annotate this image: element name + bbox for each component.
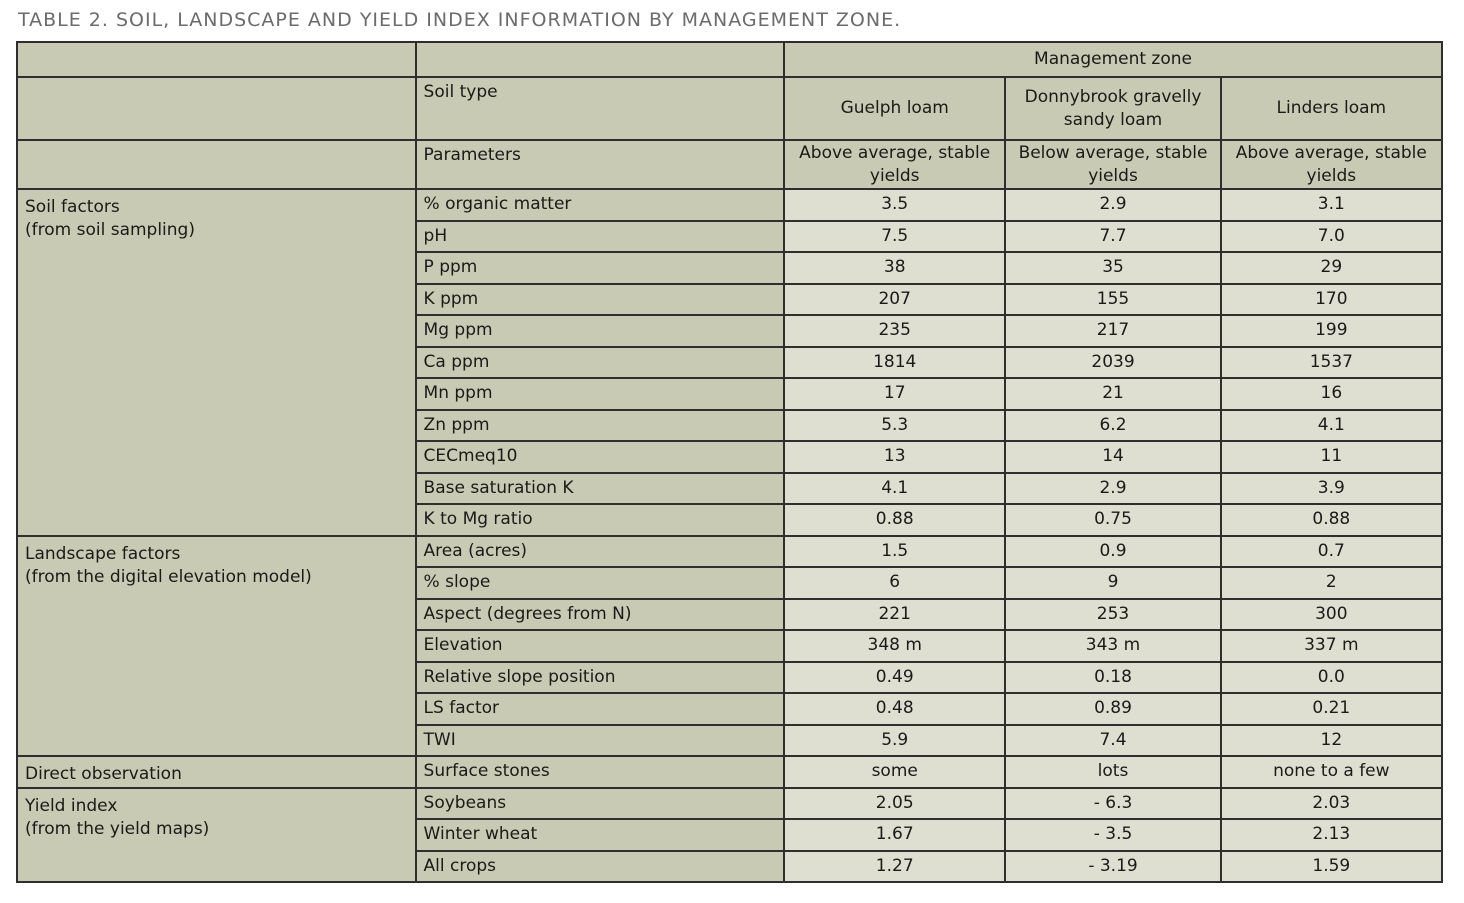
value-cell-donnybrook: 2.9 xyxy=(1005,473,1220,505)
parameter-name: % slope xyxy=(416,567,785,599)
value-cell-donnybrook: 217 xyxy=(1005,315,1220,347)
group-title: Yield index xyxy=(25,795,118,816)
parameter-name: Winter wheat xyxy=(416,819,785,851)
value-cell-donnybrook: lots xyxy=(1005,756,1220,788)
table-row xyxy=(17,189,1442,221)
group-source: (from soil sampling) xyxy=(25,220,195,240)
zone-soil-guelph: Guelph loam xyxy=(784,77,1005,140)
group-title: Direct observation xyxy=(25,764,182,784)
parameter-name: Elevation xyxy=(416,630,785,662)
value-cell-donnybrook: 7.7 xyxy=(1005,221,1220,253)
parameter-name: Aspect (degrees from N) xyxy=(416,599,785,631)
value-cell-guelph: 3.5 xyxy=(784,189,1005,221)
value-cell-donnybrook: - 6.3 xyxy=(1005,788,1220,820)
zone-soil-linders: Linders loam xyxy=(1221,77,1442,140)
parameter-name: Base saturation K xyxy=(416,473,785,505)
group-source: (from the digital elevation model) xyxy=(25,566,312,587)
value-cell-linders: 1537 xyxy=(1221,347,1442,379)
table-row xyxy=(17,788,1442,820)
value-cell-donnybrook: 0.18 xyxy=(1005,662,1220,694)
value-cell-guelph: 4.1 xyxy=(784,473,1005,505)
value-cell-guelph: 0.49 xyxy=(784,662,1005,694)
value-cell-donnybrook: 0.75 xyxy=(1005,504,1220,536)
value-cell-guelph: 1.5 xyxy=(784,536,1005,568)
value-cell-guelph: 17 xyxy=(784,378,1005,410)
management-zone-header: Management zone xyxy=(784,42,1442,77)
soil-type-label: Soil type xyxy=(416,77,785,140)
value-cell-donnybrook: 7.4 xyxy=(1005,725,1220,757)
value-cell-guelph: 1814 xyxy=(784,347,1005,379)
zone-yield-guelph: Above average, stable yields xyxy=(784,140,1005,189)
value-cell-linders: 1.59 xyxy=(1221,851,1442,883)
value-cell-guelph: 38 xyxy=(784,252,1005,284)
parameter-name: All crops xyxy=(416,851,785,883)
value-cell-guelph: 207 xyxy=(784,284,1005,316)
value-cell-guelph: 7.5 xyxy=(784,221,1005,253)
header-row-zone xyxy=(17,42,1442,77)
value-cell-linders: 3.1 xyxy=(1221,189,1442,221)
parameter-name: Soybeans xyxy=(416,788,785,820)
value-cell-linders: none to a few xyxy=(1221,756,1442,788)
value-cell-linders: 170 xyxy=(1221,284,1442,316)
value-cell-donnybrook: - 3.5 xyxy=(1005,819,1220,851)
header-blank-cell xyxy=(17,42,416,77)
group-label xyxy=(17,189,416,536)
value-cell-guelph: 348 m xyxy=(784,630,1005,662)
value-cell-donnybrook: 0.89 xyxy=(1005,693,1220,725)
value-cell-linders: 3.9 xyxy=(1221,473,1442,505)
table-title: TABLE 2. SOIL, LANDSCAPE AND YIELD INDEX INFORMATION BY MANAGEMENT ZONE. xyxy=(18,9,902,31)
value-cell-linders: 29 xyxy=(1221,252,1442,284)
value-cell-donnybrook: 21 xyxy=(1005,378,1220,410)
parameter-name: % organic matter xyxy=(416,189,785,221)
value-cell-guelph: 6 xyxy=(784,567,1005,599)
value-cell-guelph: 5.3 xyxy=(784,410,1005,442)
value-cell-guelph: some xyxy=(784,756,1005,788)
value-cell-donnybrook: 0.9 xyxy=(1005,536,1220,568)
value-cell-guelph: 5.9 xyxy=(784,725,1005,757)
value-cell-guelph: 221 xyxy=(784,599,1005,631)
value-cell-linders: 300 xyxy=(1221,599,1442,631)
parameter-name: Relative slope position xyxy=(416,662,785,694)
zone-yield-donnybrook: Below average, stable yields xyxy=(1005,140,1220,189)
header-row-soil-type xyxy=(17,77,1442,140)
parameter-name: Mg ppm xyxy=(416,315,785,347)
value-cell-linders: 7.0 xyxy=(1221,221,1442,253)
value-cell-linders: 0.7 xyxy=(1221,536,1442,568)
value-cell-linders: 2.03 xyxy=(1221,788,1442,820)
value-cell-linders: 199 xyxy=(1221,315,1442,347)
parameter-name: TWI xyxy=(416,725,785,757)
header-blank-cell xyxy=(17,77,416,140)
parameter-name: pH xyxy=(416,221,785,253)
value-cell-donnybrook: 253 xyxy=(1005,599,1220,631)
parameter-name: Mn ppm xyxy=(416,378,785,410)
value-cell-donnybrook: 35 xyxy=(1005,252,1220,284)
value-cell-guelph: 1.27 xyxy=(784,851,1005,883)
value-cell-donnybrook: 2.9 xyxy=(1005,189,1220,221)
value-cell-donnybrook: 6.2 xyxy=(1005,410,1220,442)
value-cell-guelph: 0.48 xyxy=(784,693,1005,725)
parameter-name: Area (acres) xyxy=(416,536,785,568)
value-cell-linders: 4.1 xyxy=(1221,410,1442,442)
value-cell-donnybrook: 9 xyxy=(1005,567,1220,599)
group-title: Landscape factors xyxy=(25,543,181,564)
parameter-name: Zn ppm xyxy=(416,410,785,442)
group-label xyxy=(17,536,416,757)
parameter-name: LS factor xyxy=(416,693,785,725)
value-cell-linders: 2.13 xyxy=(1221,819,1442,851)
value-cell-donnybrook: 155 xyxy=(1005,284,1220,316)
value-cell-donnybrook: 2039 xyxy=(1005,347,1220,379)
table-row xyxy=(17,536,1442,568)
value-cell-guelph: 2.05 xyxy=(784,788,1005,820)
header-blank-cell xyxy=(17,140,416,189)
parameter-name: Surface stones xyxy=(416,756,785,788)
value-cell-linders: 11 xyxy=(1221,441,1442,473)
parameters-label: Parameters xyxy=(416,140,785,189)
zone-yield-linders: Above average, stable yields xyxy=(1221,140,1442,189)
parameter-name: Ca ppm xyxy=(416,347,785,379)
value-cell-linders: 0.0 xyxy=(1221,662,1442,694)
value-cell-donnybrook: - 3.19 xyxy=(1005,851,1220,883)
group-title: Soil factors xyxy=(25,197,120,217)
value-cell-linders: 2 xyxy=(1221,567,1442,599)
parameter-name: K ppm xyxy=(416,284,785,316)
zone-soil-donnybrook: Donnybrook gravelly sandy loam xyxy=(1005,77,1220,140)
value-cell-guelph: 13 xyxy=(784,441,1005,473)
management-zone-table xyxy=(16,41,1443,883)
header-blank-cell xyxy=(416,42,785,77)
value-cell-linders: 337 m xyxy=(1221,630,1442,662)
parameter-name: K to Mg ratio xyxy=(416,504,785,536)
value-cell-donnybrook: 343 m xyxy=(1005,630,1220,662)
group-source: (from the yield maps) xyxy=(25,818,210,839)
value-cell-guelph: 235 xyxy=(784,315,1005,347)
header-row-parameters xyxy=(17,140,1442,189)
table-row xyxy=(17,756,1442,788)
value-cell-guelph: 1.67 xyxy=(784,819,1005,851)
value-cell-donnybrook: 14 xyxy=(1005,441,1220,473)
value-cell-linders: 16 xyxy=(1221,378,1442,410)
value-cell-linders: 0.88 xyxy=(1221,504,1442,536)
value-cell-guelph: 0.88 xyxy=(784,504,1005,536)
value-cell-linders: 0.21 xyxy=(1221,693,1442,725)
group-label xyxy=(17,788,416,883)
group-label xyxy=(17,756,416,788)
parameter-name: P ppm xyxy=(416,252,785,284)
parameter-name: CECmeq10 xyxy=(416,441,785,473)
value-cell-linders: 12 xyxy=(1221,725,1442,757)
